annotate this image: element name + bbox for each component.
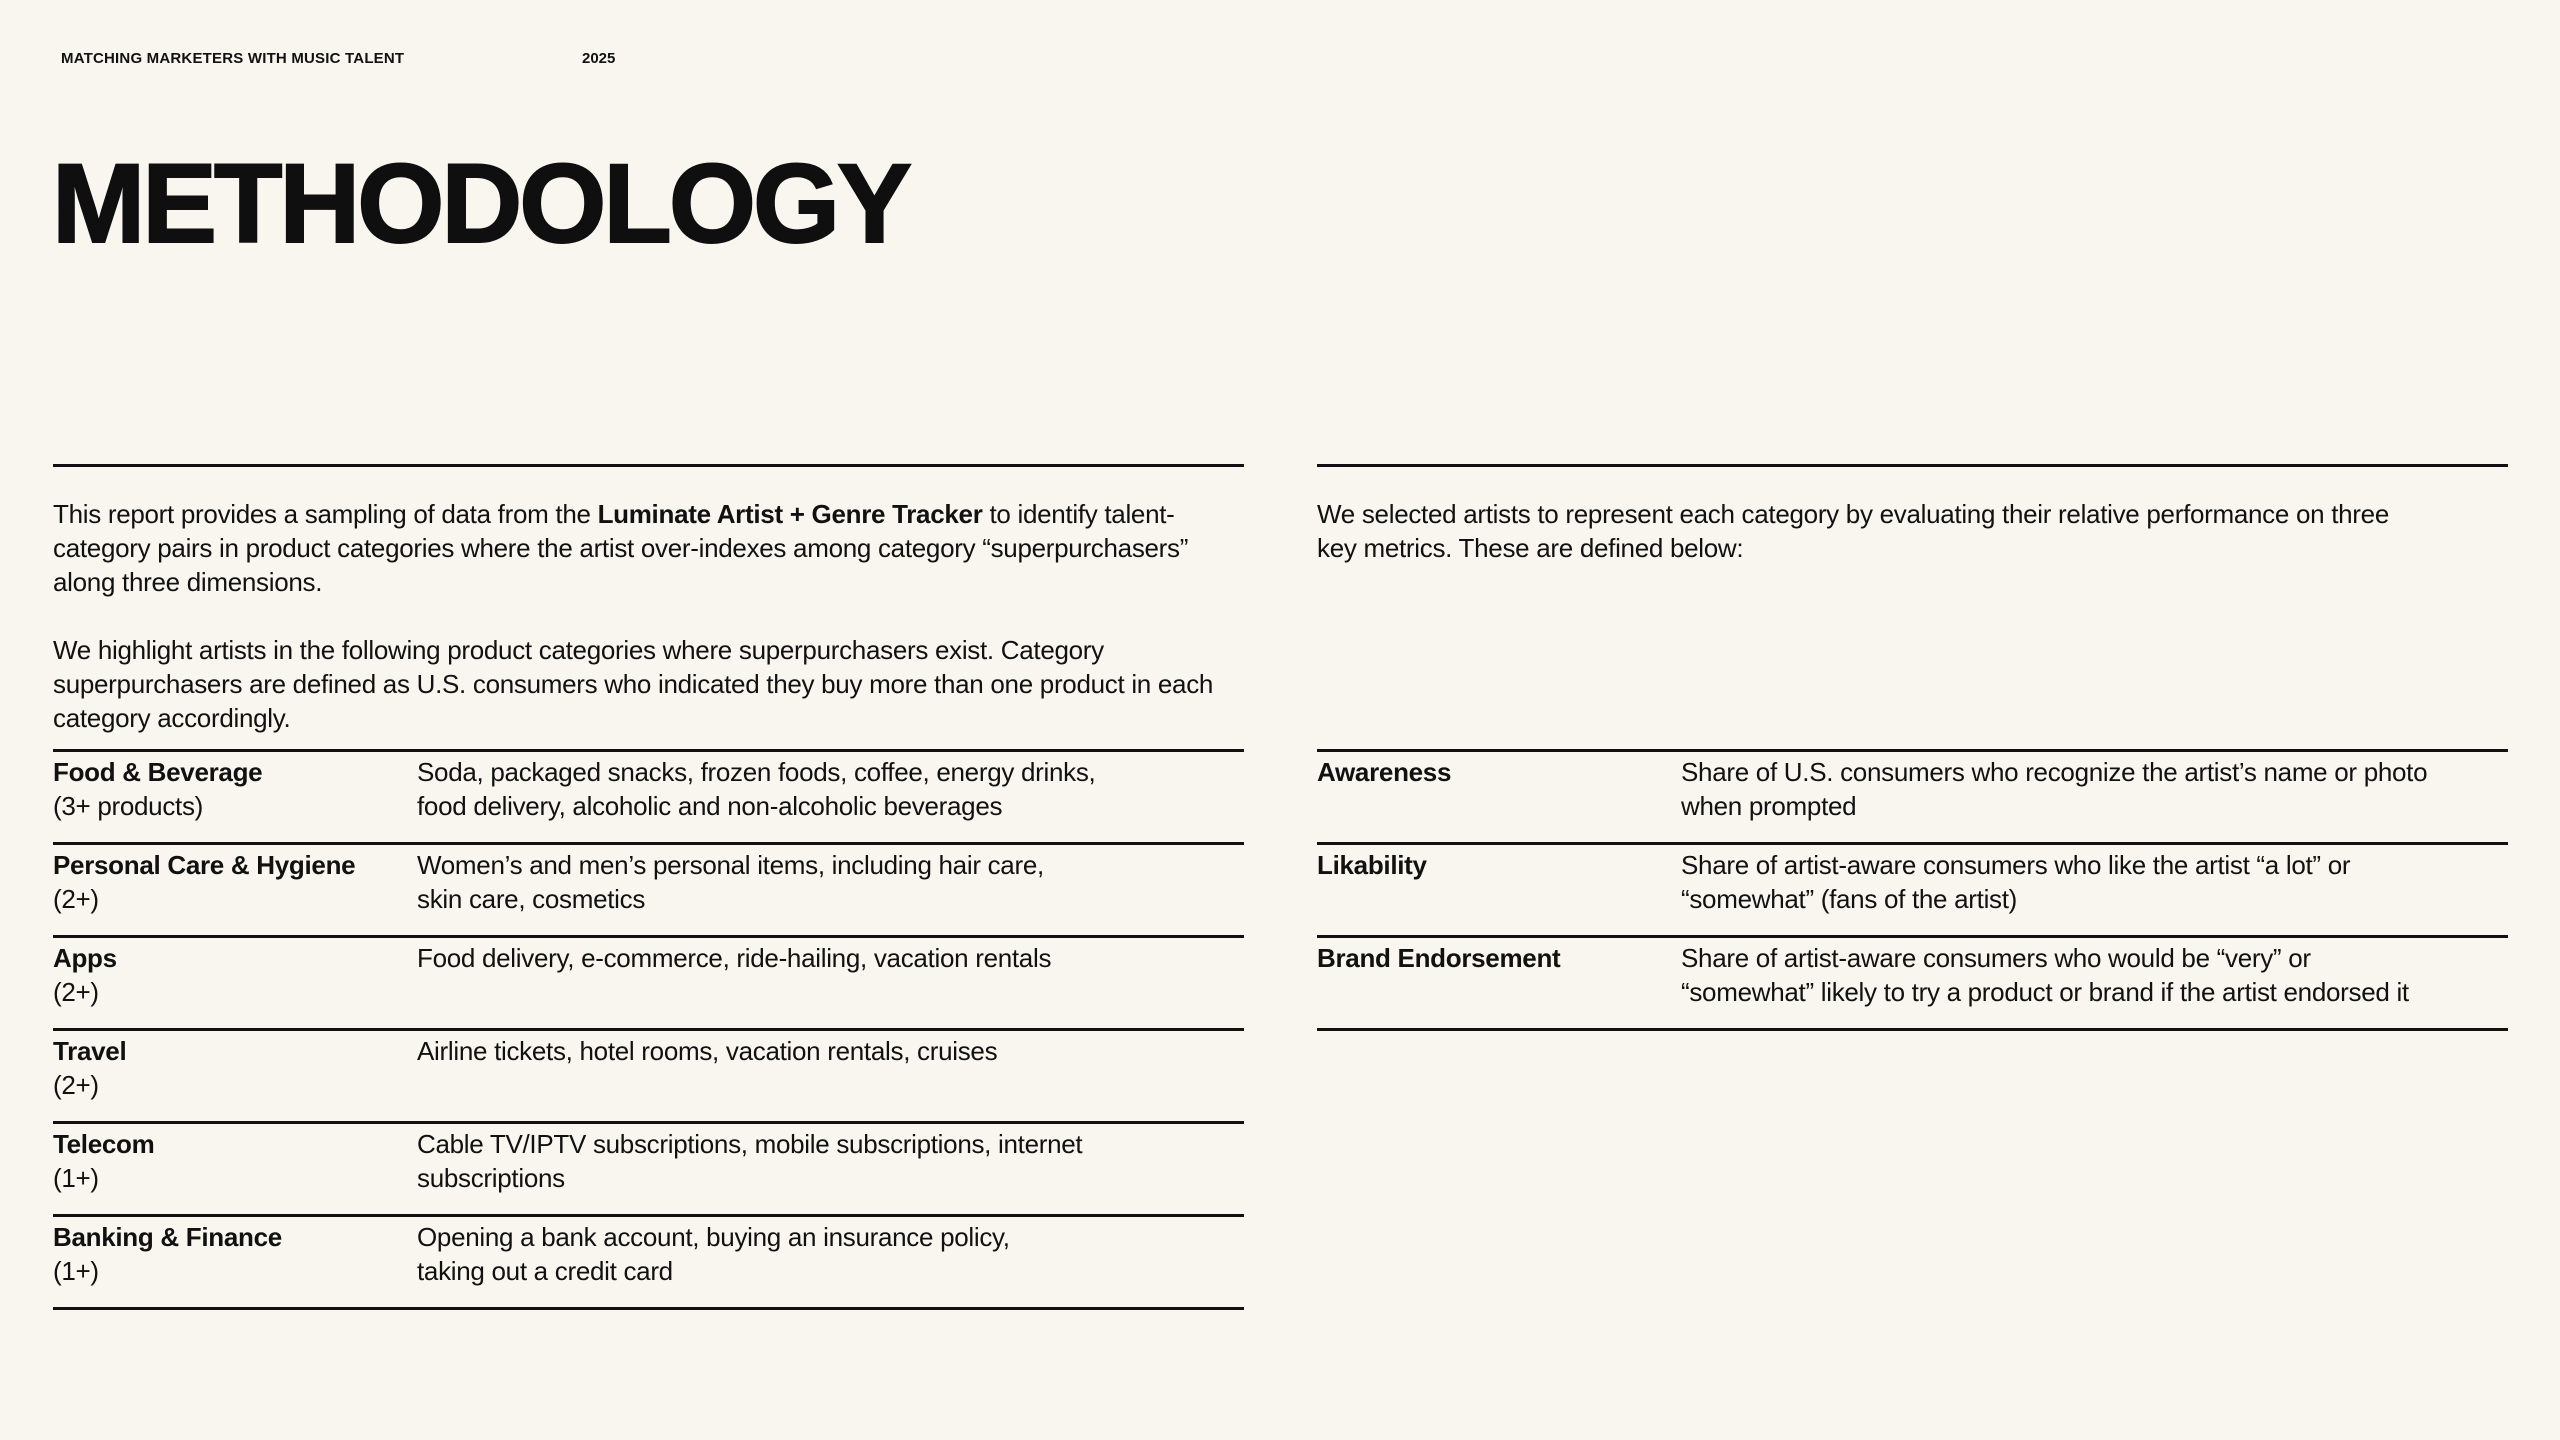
metric-name: Brand Endorsement [1317,943,1561,973]
table-row [53,1217,1244,1310]
category-name: Apps [53,943,117,973]
metric-label [1317,941,1681,1028]
metric-label [1317,755,1681,842]
intro-paragraph-2: We highlight artists in the following product categories where superpurchasers exist. Category superpurchasers are defined as U.S. consumers who indicated they buy more than one product in each category accordingly. [53,635,1214,733]
category-label [53,755,417,842]
table-row [53,1124,1244,1217]
category-label [53,1034,417,1121]
metric-label [1317,848,1681,935]
metric-desc: Share of U.S. consumers who recognize the artist’s name or photo when prompted [1681,757,2428,821]
metric-desc: Share of artist-aware consumers who would be “very” or “somewhat” likely to try a product or brand if the artist endorsed it [1681,943,2409,1007]
table-row [1317,752,2508,845]
top-divider [53,464,1244,467]
category-desc: Soda, packaged snacks, frozen foods, coffee, energy drinks, food delivery, alcoholic and non-alcoholic beverages [417,757,1096,821]
category-count: (2+) [53,884,99,914]
report-year: 2025 [582,50,616,67]
category-count: (1+) [53,1256,99,1286]
report-title: MATCHING MARKETERS WITH MUSIC TALENT [61,50,405,67]
category-count: (2+) [53,977,99,1007]
category-name: Travel [53,1036,127,1066]
metric-name: Likability [1317,850,1427,880]
category-name: Telecom [53,1129,155,1159]
metric-name: Awareness [1317,757,1452,787]
category-label [53,1220,417,1307]
right-intro [1317,497,2508,565]
metric-desc: Share of artist-aware consumers who like the artist “a lot” or “somewhat” (fans of the artist) [1681,850,2351,914]
top-divider [1317,464,2508,467]
category-desc: Women’s and men’s personal items, including hair care, skin care, cosmetics [417,850,1044,914]
tracker-name: Luminate Artist + Genre Tracker [597,499,983,529]
category-label [53,1127,417,1214]
table-row [53,938,1244,1031]
category-desc: Opening a bank account, buying an insurance policy, taking out a credit card [417,1222,1010,1286]
left-intro [53,497,1244,735]
metrics-table [1317,749,2508,1031]
category-table [53,749,1244,1310]
category-count: (2+) [53,1070,99,1100]
category-desc: Food delivery, e-commerce, ride-hailing, vacation rentals [417,943,1052,973]
table-row [1317,938,2508,1031]
table-row [53,1031,1244,1124]
category-desc: Cable TV/IPTV subscriptions, mobile subscriptions, internet subscriptions [417,1129,1083,1193]
left-column [53,464,1244,1286]
table-row [53,845,1244,938]
category-name: Personal Care & Hygiene [53,850,356,880]
category-label [53,941,417,1028]
category-count: (3+ products) [53,791,204,821]
table-row [53,752,1244,845]
page-title: METHODOLOGY [52,141,909,266]
category-label [53,848,417,935]
category-name: Food & Beverage [53,757,263,787]
category-name: Banking & Finance [53,1222,282,1252]
right-column [1317,464,2508,1007]
metrics-intro: We selected artists to represent each category by evaluating their relative performance on three key metrics. These are defined below: [1317,499,2389,563]
category-desc: Airline tickets, hotel rooms, vacation rentals, cruises [417,1036,998,1066]
category-count: (1+) [53,1163,99,1193]
table-row [1317,845,2508,938]
intro-paragraph-1: This report provides a sampling of data from the Luminate Artist + Genre Tracker to identify talent-category pairs in product categories where the artist over-indexes among category “superpurchasers” along three dimensions. [53,499,1189,597]
